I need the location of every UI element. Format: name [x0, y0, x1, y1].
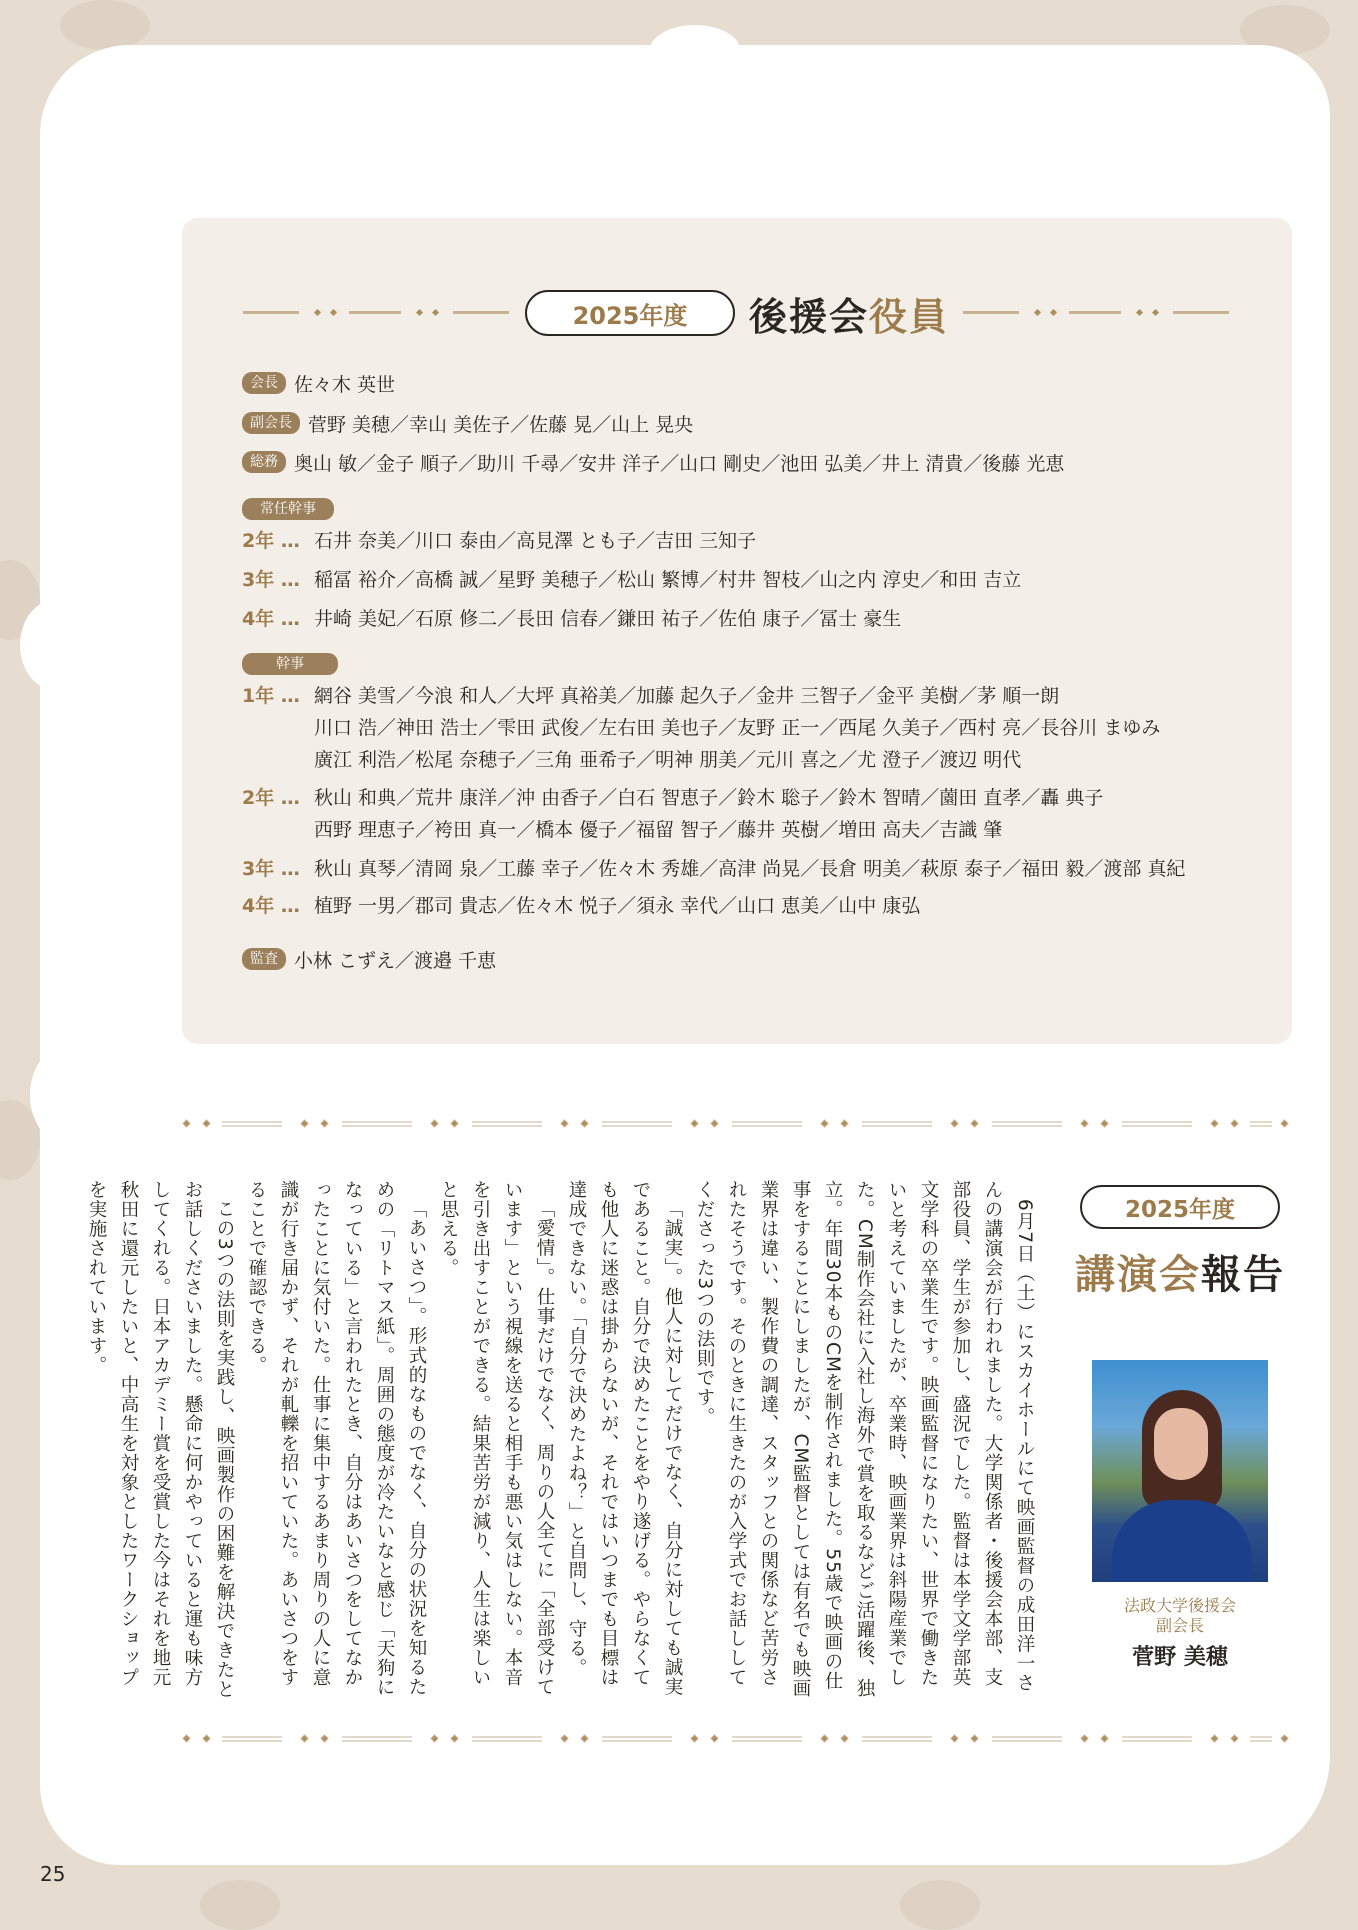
decorative-separator-top	[182, 1118, 1292, 1130]
decorative-separator-bottom	[182, 1733, 1292, 1745]
report-header	[1070, 1185, 1290, 1300]
officer-names: 網谷 美雪／今浪 和人／大坪 真裕美／加藤 起久子／金井 三智子／金平 美樹／茅 順一朗	[314, 684, 1060, 707]
kanji-row	[242, 781, 1103, 811]
report-year-pill: 2025年度	[1080, 1185, 1280, 1229]
year-label: 4年 …	[242, 894, 300, 917]
background-flower	[200, 1880, 280, 1930]
background-flower	[60, 0, 150, 50]
article-paragraph: 6月7日（土）にスカイホールにて映画監督の成田洋一さんの講演会が行われました。大学関係者・後援会本部、支部役員、学生が参加し、盛況でした。監督は本学文学部英文学科の卒業生です。映画監督になりたい、世界で働きたいと考えていましたが、卒業時、映画業界は斜陽産業でした。CM制作会社に入社し海外で賞を取るなどご活躍後、独立。年間30本ものCMを制作されました。55歳で映画の仕事をすることにしましたが、CM監督としては有名でも映画業界は違い、製作費の調達、スタッフとの関係など苦労されたそうです。そのときに生きたのが入学式でお話ししてくださった3つの法則です。	[694, 1180, 1035, 1699]
role-tag: 総務	[242, 451, 286, 473]
year-label: 2年 …	[242, 786, 300, 809]
officer-row-vice-chair	[242, 408, 693, 438]
officers-header	[182, 288, 1292, 338]
officer-row-chair	[242, 368, 395, 398]
year-label: 1年 …	[242, 684, 300, 707]
role-tag: 常任幹事	[242, 498, 334, 520]
caption-name: 菅野 美穂	[1132, 1645, 1228, 1670]
officer-names-continued: 西野 理恵子／袴田 真一／橋本 優子／福留 智子／藤井 英樹／増田 高夫／吉識 肇	[314, 818, 1003, 841]
role-tag: 幹事	[242, 653, 338, 675]
kanji-row	[242, 852, 1185, 882]
article-paragraph: 「愛情」。仕事だけでなく、周りの人全てに「全部受けています」という視線を送ると相手も悪い気はしない。本音を引き出すことができる。結果苦労が減り、人生は楽しいと思える。	[438, 1180, 555, 1697]
officer-names-continued: 川口 浩／神田 浩士／雫田 武俊／左右田 美也子／友野 正一／西尾 久美子／西村 亮／長谷川 まゆみ	[314, 716, 1161, 739]
officer-names-continued: 廣江 利浩／松尾 奈穂子／三角 亜希子／明神 朋美／元川 喜之／尤 澄子／渡辺 明代	[314, 748, 1022, 771]
caption-role: 副会長	[1155, 1616, 1204, 1635]
officer-names: 石井 奈美／川口 泰由／高見澤 とも子／吉田 三知子	[314, 529, 757, 552]
year-label: 3年 …	[242, 568, 300, 591]
jonin-heading	[242, 494, 342, 524]
article-paragraph: この3つの法則を実践し、映画製作の困難を解決できたとお話しくださいました。懸命に何かやっていると運も味方してくれる。日本アカデミー賞を受賞した今はそれを地元秋田に還元したいと、中高生を対象としたワークショップを実施されています。	[86, 1180, 235, 1699]
officers-panel	[182, 218, 1292, 1044]
article-paragraph: 「誠実」。他人に対してだけでなく、自分に対しても誠実であること。自分で決めたことをやり遂げる。やらなくても他人に迷惑は掛からないが、それではいつまでも目標は達成できない。「自分で決めたよね？」と自問し、守る。	[566, 1180, 683, 1697]
officer-names: 稲冨 裕介／高橋 誠／星野 美穂子／松山 繁博／村井 智枝／山之内 淳史／和田 吉立	[314, 568, 1022, 591]
year-label: 2年 …	[242, 529, 300, 552]
officers-year-pill: 2025年度	[525, 290, 735, 336]
officer-names: 菅野 美穂／幸山 美佐子／佐藤 晃／山上 晃央	[308, 413, 694, 436]
sheet-edge-bump	[650, 25, 740, 75]
officer-names: 小林 こずえ／渡邉 千恵	[294, 949, 497, 972]
sheet-edge-bump	[20, 600, 90, 690]
kanji-heading	[242, 649, 346, 679]
jonin-row	[242, 524, 756, 554]
report-title-main: 報告	[1201, 1252, 1285, 1298]
officer-row-auditor	[242, 944, 496, 974]
article-paragraph: 「あいさつ」。形式的なものでなく、自分の状況を知るための「リトマス紙」。周囲の態度が冷たいなと感じ「天狗になっている」と言われたとき、自分はあいさつをしてなかったことに気付いた。仕事に集中するあまり周りの人に意識が行き届かず、それが軋轢を招いていた。あいさつをすることで確認できる。	[246, 1180, 427, 1698]
decorative-rule	[963, 308, 1231, 318]
year-label: 3年 …	[242, 857, 300, 880]
jonin-row	[242, 563, 1021, 593]
officer-names: 秋山 真琴／清岡 泉／工藤 幸子／佐々木 秀雄／高津 尚晃／長倉 明美／萩原 泰子／福田 毅／渡部 真紀	[314, 857, 1186, 880]
report-title	[1070, 1243, 1290, 1300]
caption-organization: 法政大学後援会	[1123, 1596, 1236, 1615]
speaker-photo	[1092, 1360, 1268, 1582]
officer-names: 井崎 美妃／石原 修二／長田 信春／鎌田 祐子／佐伯 康子／冨士 豪生	[314, 607, 902, 630]
officers-title-accent: 役員	[869, 294, 950, 339]
photo-caption	[1070, 1596, 1290, 1671]
officer-names: 植野 一男／郡司 貴志／佐々木 悦子／須永 幸代／山口 恵美／山中 康弘	[314, 894, 921, 917]
role-tag: 監査	[242, 948, 286, 970]
background-flower	[900, 1880, 980, 1930]
report-title-accent: 講演会	[1075, 1252, 1201, 1298]
year-label: 4年 …	[242, 607, 300, 630]
kanji-row	[242, 889, 920, 919]
officer-names: 奥山 敏／金子 順子／助川 千尋／安井 洋子／山口 剛史／池田 弘美／井上 清貴／後藤 光恵	[294, 452, 1065, 475]
jonin-row	[242, 602, 901, 632]
officer-names: 佐々木 英世	[294, 373, 396, 396]
decorative-rule	[243, 308, 511, 318]
officers-title-main: 後援会	[748, 294, 869, 339]
page-number: 25	[40, 1862, 66, 1886]
officer-names: 秋山 和典／荒井 康洋／沖 由香子／白石 智恵子／鈴木 聡子／鈴木 智晴／薗田 直孝／轟 典子	[314, 786, 1104, 809]
role-tag: 会長	[242, 372, 286, 394]
sheet-edge-bump	[30, 1050, 90, 1140]
kanji-row	[242, 679, 1059, 709]
role-tag: 副会長	[242, 412, 300, 434]
report-article	[86, 1180, 1040, 1700]
officer-row-general-affairs	[242, 447, 1064, 477]
officers-title	[749, 286, 949, 341]
